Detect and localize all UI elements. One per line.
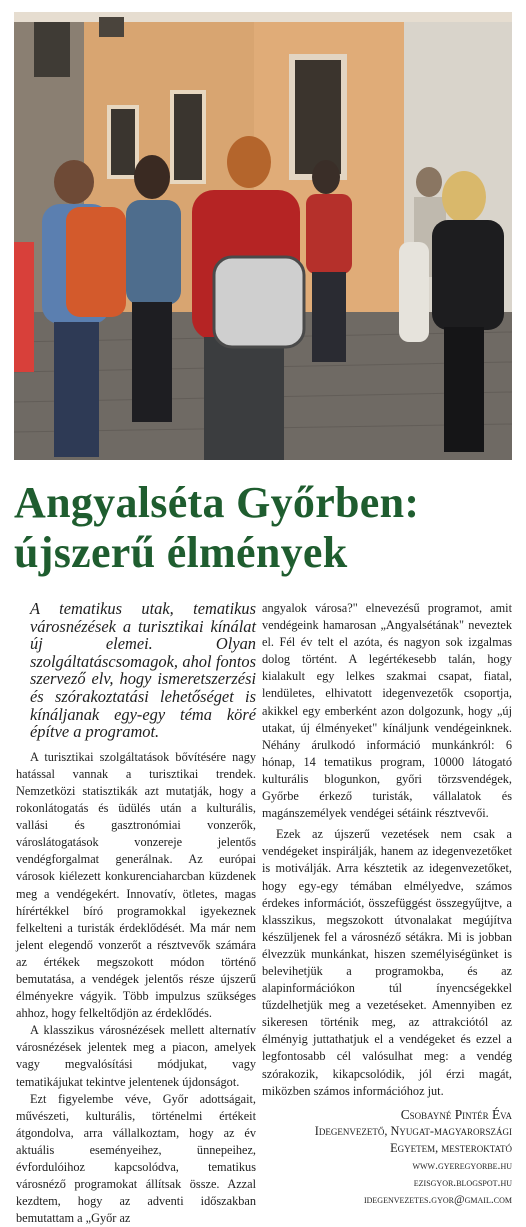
author-blog: ezisgyor.blogspot.hu — [413, 1176, 512, 1190]
article-lead: A tematikus utak, tematikus városnézések a turisztikai kínálat új elemei. Olyan szolgáltatáscsomagok, ahol fontos szervező elv, hogy ismeretszerzési és szórakoztatási lehetőséget is kínáljanak egy-egy téma köré építve a programot. — [30, 599, 256, 742]
author-signature — [262, 1106, 512, 1209]
guided-tour-photo — [14, 12, 512, 460]
right-column — [262, 600, 512, 1208]
body-paragraph: Ezt figyelembe véve, Győr adottságait, művészeti, kulturális, történelmi értékeit átgondolva, arra vállalkoztam, hogy az év aktuális eseményeihez, ünnepeihez, évfordulóihoz kapcsolódva, tematikus városnéző programokat állítsak össze. Azzal kezdtem, hogy az adventi időszakban bemutattam a „Győr az — [16, 1091, 256, 1226]
author-role: Egyetem, mesteroktató — [390, 1140, 512, 1155]
author-name: Csobayné Pintér Éva — [400, 1106, 512, 1122]
article-photo — [14, 12, 512, 460]
body-paragraph: A turisztikai szolgáltatások bővítésére nagy hatással vannak a turisztikai trendek. Nemzetközi statisztikák azt mutatják, hogy a rokonlátogatás és üdülés után a kulturális, vallási és gasztronómiai vonzerők, városlátogatások vonzereje jelentős vendégforgalmat generálnak. Az európai városok kiélezett konkurenciaharcban küzdenek meg a vendégekért. Innovatív, ötletes, magas hírértékkel bíró programokkal igyekeznek felkelteni a turisták érdeklődését. Ma már nem jelent elegendő vonzerőt a résztvevők számára az értékek megszokott módon történő bemutatása, a vendégek jelentős része újszerű élményekre vágyik. Több impulzus szükséges ahhoz, hogy felkeltődjön az érdeklődés. — [16, 749, 256, 1021]
body-paragraph: Ezek az újszerű vezetések nem csak a vendégeket inspirálják, hanem az idegenvezetőket is motiválják. Arra késztetik az idegenvezetőket, hogy egy-egy témában elmélyedve, számos érdekes információt, összefüggést összegyűjtve, a klasszikus, megszokott útvonalakat megújítva készüljenek fel a városnéző sétákra. Mi is jobban élvezzük munkánkat, hiszen személyiségünket is belevihetjük a programokba, és az alapinformációkon túl ínyencségekkel tűzdelhetjük meg a vezetéseket. Amennyiben ez sikeresen történik meg, az attrakciótól az élményig juttathatjuk el a vendégeket és ezzel a legfontosabb cél valósulhat meg: a vendég szórakozik, kikapcsolódik, jól érzi magát, miközben számos információhoz jut. — [262, 827, 512, 1098]
article-title — [14, 478, 514, 578]
author-role: Idegenvezető, Nyugat-magyarországi — [314, 1123, 512, 1138]
article-title-line-1: Angyalséta Győrben: — [14, 478, 420, 527]
author-website: www.gyeregyorbe.hu — [412, 1159, 512, 1172]
article-title-line-2: újszerű élmények — [14, 528, 348, 577]
body-paragraph: A klasszikus városnézések mellett alternatív városnézések jelentek meg a piacon, amelyek vagy megvalósítási módjukat, vagy tematikájukat tekintve jelentenek újdonságot. — [16, 1023, 256, 1089]
left-column — [16, 600, 256, 1227]
body-paragraph: angyalok városa?" elnevezésű programot, amit vendégeink hamarosan „Angyalsétának" neveztek el. Fél év telt el azóta, és nagyon sok izgalmas dolog történt. A legértékesebb talán, hogy kialakult egy lelkes szakmai csapat, fiatal, lendületes, elhivatott idegenvezetők csoportja, akikkel egy emberként azon dolgozunk, hogy „új utakat, új élményeket" kínáljunk vendégeinknek. Néhány árulkodó információ munkánkról: 6 hónap, 14 tematikus program, 10000 látogató kulturális blogunkon, győri törzsvendégek, Győrbe érkező turisták, vállalatok és magánszemélyek vendégei sétáink résztvevői. — [262, 601, 512, 821]
author-email: idegenvezetes.gyor@gmail.com — [363, 1193, 512, 1207]
